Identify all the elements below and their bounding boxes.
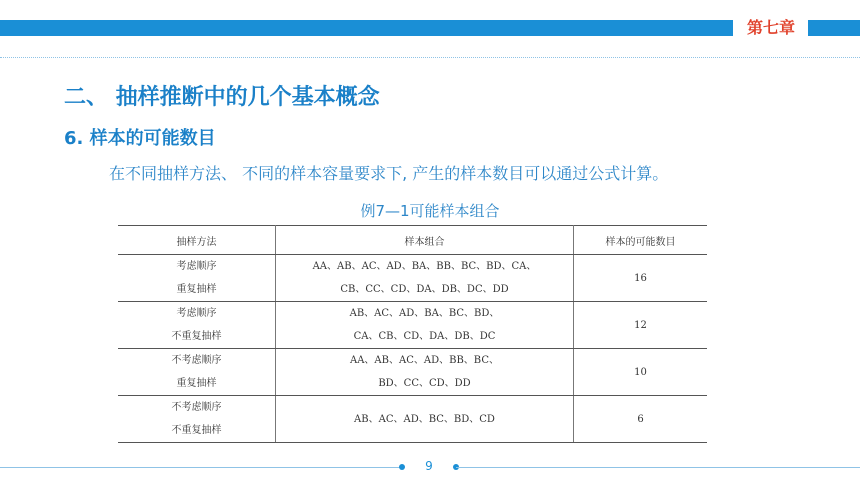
- combos-cell: [276, 396, 574, 443]
- footer-line-left: [0, 467, 400, 468]
- method-line: 不重复抽样: [171, 425, 222, 436]
- table-row: [118, 255, 707, 302]
- chapter-label: 第七章: [746, 18, 795, 37]
- table-row: [118, 302, 707, 349]
- method-line: 考虑顺序: [176, 261, 217, 272]
- method-line: 重复抽样: [176, 284, 217, 295]
- header-bar-right: [808, 20, 860, 36]
- table-row: [118, 349, 707, 396]
- header-bar: [0, 20, 733, 36]
- combos-line: AA、AB、AC、AD、BB、BC、: [349, 355, 499, 366]
- combos-line: AA、AB、AC、AD、BA、BB、BC、BD、CA、: [312, 261, 537, 272]
- method-line: 不考虑顺序: [171, 355, 222, 366]
- combos-line: BD、CC、CD、DD: [378, 378, 471, 389]
- combos-line: AB、AC、AD、BC、BD、CD: [354, 413, 495, 425]
- table-caption: 例7—1可能样本组合: [360, 202, 500, 220]
- count-cell: 6: [574, 396, 708, 443]
- count-cell: 12: [574, 302, 708, 349]
- combos-line: CB、CC、CD、DA、DB、DC、DD: [340, 284, 509, 295]
- method-cell: [118, 302, 276, 349]
- header-combos: 样本组合: [276, 226, 574, 255]
- footer-line-right: [456, 467, 860, 468]
- count-cell: 10: [574, 349, 708, 396]
- description-text: 在不同抽样方法、 不同的样本容量要求下, 产生的样本数目可以通过公式计算。: [109, 164, 669, 183]
- method-line: 不考虑顺序: [171, 402, 222, 413]
- header-count: 样本的可能数目: [574, 226, 708, 255]
- count-cell: 16: [574, 255, 708, 302]
- section-title: 二、 抽样推断中的几个基本概念: [64, 85, 380, 110]
- table-row: [118, 396, 707, 443]
- combos-cell: [276, 255, 574, 302]
- combos-cell: [276, 302, 574, 349]
- sample-combination-table: [118, 225, 707, 443]
- combos-line: AB、AC、AD、BA、BC、BD、: [349, 308, 500, 319]
- method-line: 不重复抽样: [171, 331, 222, 342]
- subsection-title: 6. 样本的可能数目: [64, 128, 216, 149]
- page-number: 9: [425, 459, 433, 473]
- combos-line: CA、CB、CD、DA、DB、DC: [353, 331, 496, 342]
- method-cell: [118, 255, 276, 302]
- method-cell: [118, 396, 276, 443]
- method-cell: [118, 349, 276, 396]
- method-line: 考虑顺序: [176, 308, 217, 319]
- method-line: 重复抽样: [176, 378, 217, 389]
- header-divider: [0, 57, 860, 58]
- footer-dot-left: [399, 464, 405, 470]
- combos-cell: [276, 349, 574, 396]
- header-method: 抽样方法: [118, 226, 276, 255]
- table-header-row: [118, 226, 707, 255]
